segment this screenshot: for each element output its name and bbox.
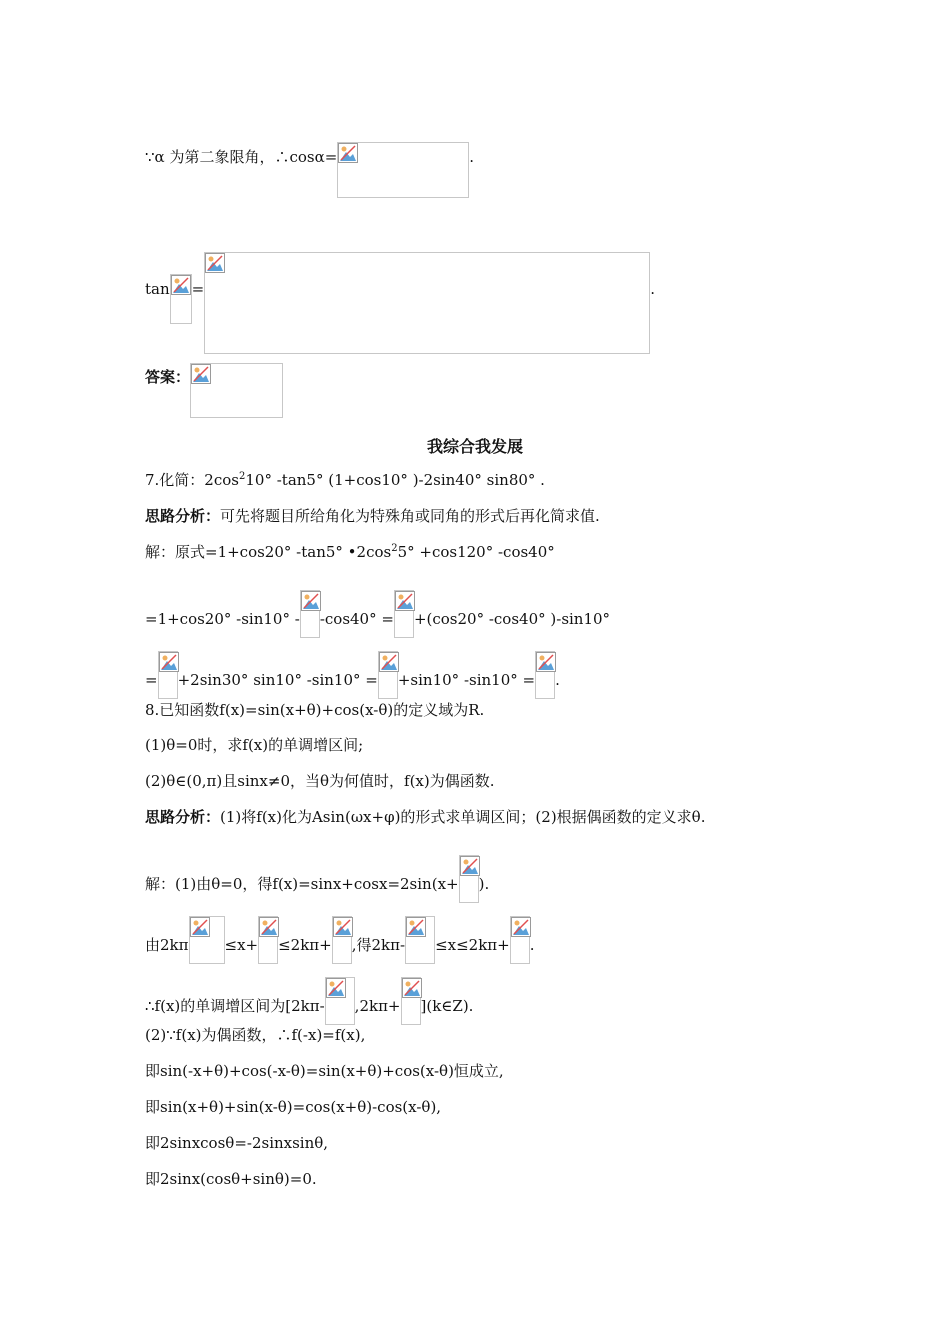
answer-line	[145, 363, 283, 418]
broken-image-icon	[258, 916, 278, 964]
q8-solution-line-7: 即2sinxcosθ=-2sinxsinθ,	[145, 1134, 329, 1152]
broken-image-icon	[325, 977, 355, 1025]
q7-sol-superscript: 2	[391, 543, 398, 554]
q7-superscript: 2	[239, 471, 246, 482]
q8-sol2-text-e: ≤x≤2kπ+	[435, 936, 510, 954]
broken-image-icon	[378, 651, 398, 699]
q8-solution-line-3	[145, 977, 473, 1025]
q7-l2-text-b: -cos40° =	[319, 610, 394, 628]
q7-l3-text-c: +sin10° -sin10° =	[397, 671, 536, 689]
cos-alpha-text: ∵α 为第二象限角，∴cosα=	[145, 148, 338, 166]
tan-text: tan	[145, 280, 170, 298]
q8-solution-line-4: (2)∵f(x)为偶函数，∴f(-x)=f(x),	[145, 1026, 366, 1044]
q8-sol1-text-a: 解：(1)由θ=0，得f(x)=sinx+cosx=2sin(x+	[145, 875, 459, 893]
analysis-label: 思路分析：	[145, 507, 221, 525]
q8-solution-line-5: 即sin(-x+θ)+cos(-x-θ)=sin(x+θ)+cos(x-θ)恒成立,	[145, 1062, 504, 1080]
answer-label: 答案：	[145, 368, 191, 386]
q7-text-b: 10° -tan5° (1+cos10° )-2sin40° sin80° .	[245, 471, 545, 489]
broken-image-icon	[204, 252, 650, 354]
q8-solution-line-2	[145, 916, 535, 964]
broken-image-icon	[337, 142, 469, 198]
broken-image-icon	[170, 274, 192, 324]
q8-sol1-text-b: ).	[478, 875, 490, 893]
q8-solution-line-6: 即sin(x+θ)+sin(x-θ)=cos(x+θ)-cos(x-θ),	[145, 1098, 442, 1116]
q8-sol3-text-b: ,2kπ+	[354, 997, 401, 1015]
broken-image-icon	[535, 651, 555, 699]
broken-image-icon	[510, 916, 530, 964]
q8-sol2-text-a: 由2kπ	[145, 936, 189, 954]
q8-analysis	[145, 807, 705, 827]
q8-sol2-text-f: .	[529, 936, 535, 954]
broken-image-icon	[332, 916, 352, 964]
q7-analysis	[145, 506, 600, 526]
q8-sol2-text-c: ≤2kπ+	[278, 936, 332, 954]
analysis-text: (1)将f(x)化为Asin(ωx+φ)的形式求单调区间；(2)根据偶函数的定义求θ.	[220, 808, 706, 826]
q7-sol-text-a: 解：原式=1+cos20° -tan5° •2cos	[145, 543, 392, 561]
question-7	[145, 470, 545, 490]
q8-part-1: (1)θ=0时，求f(x)的单调增区间;	[145, 736, 364, 754]
q7-solution-line-3	[145, 651, 560, 699]
tan-line	[145, 252, 655, 354]
q7-solution-line-2	[145, 590, 610, 638]
q8-part-2: (2)θ∈(0,π)且sinx≠0，当θ为何值时，f(x)为偶函数.	[145, 772, 495, 790]
q7-l3-text-b: +2sin30° sin10° -sin10° =	[177, 671, 378, 689]
broken-image-icon	[190, 363, 283, 418]
q7-text-a: 7.化简：2cos	[145, 471, 239, 489]
cos-alpha-line	[145, 142, 474, 198]
question-8: 8.已知函数f(x)=sin(x+θ)+cos(x-θ)的定义域为R.	[145, 701, 485, 719]
equals-text: =	[191, 280, 205, 298]
broken-image-icon	[401, 977, 421, 1025]
q8-solution-line-8: 即2sinx(cosθ+sinθ)=0.	[145, 1170, 317, 1188]
analysis-text: 可先将题目所给角化为特殊角或同角的形式后再化简求值.	[220, 507, 600, 525]
q8-sol3-text-c: ](k∈Z).	[420, 997, 474, 1015]
analysis-label: 思路分析：	[145, 808, 221, 826]
q7-sol-text-b: 5° +cos120° -cos40°	[397, 543, 555, 561]
q7-solution-line-1	[145, 542, 555, 562]
broken-image-icon	[459, 855, 479, 903]
q8-sol2-text-d: ,得2kπ-	[351, 936, 406, 954]
period-text: .	[650, 280, 655, 298]
section-heading: 我综合我发展	[426, 437, 523, 456]
q7-l3-text-a: =	[145, 671, 158, 689]
period-text: .	[469, 148, 475, 166]
q7-l2-text-a: =1+cos20° -sin10° -	[145, 610, 300, 628]
broken-image-icon	[189, 916, 225, 964]
broken-image-icon	[405, 916, 435, 964]
q8-sol3-text-a: ∴f(x)的单调增区间为[2kπ-	[145, 997, 325, 1015]
q8-solution-line-1	[145, 855, 489, 903]
broken-image-icon	[300, 590, 320, 638]
q7-l3-text-d: .	[555, 671, 560, 689]
q8-sol2-text-b: ≤x+	[224, 936, 259, 954]
broken-image-icon	[158, 651, 178, 699]
broken-image-icon	[394, 590, 414, 638]
q7-l2-text-c: +(cos20° -cos40° )-sin10°	[413, 610, 611, 628]
